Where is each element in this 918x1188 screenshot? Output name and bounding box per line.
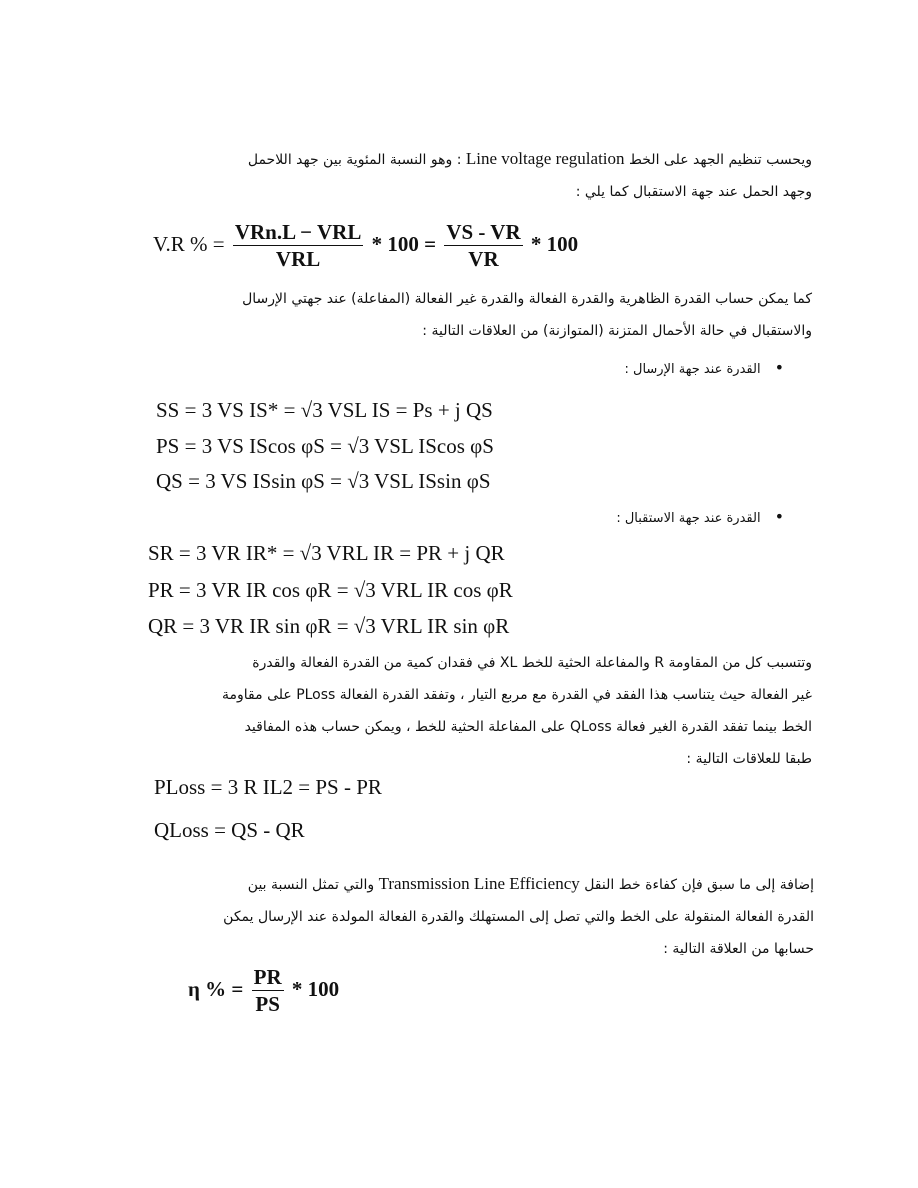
sending-reactive-power-eq: QS = 3 VS ISsin φS = √3 VSL ISsin φS [156, 469, 491, 493]
losses-line-4: طبقا للعلاقات التالية : [686, 751, 812, 767]
intro-line-2: وجهد الحمل عند جهة الاستقبال كما يلي : [575, 184, 812, 200]
sending-end-bullet: • القدرة عند جهة الإرسال : [624, 358, 784, 377]
vr-denominator-1: VRL [275, 247, 321, 271]
efficiency-line-2: القدرة الفعالة المنقولة على الخط والتي تصل إلى المستهلك والقدرة الفعالة المولدة عند الإرسال يمكن [223, 909, 814, 925]
transmission-line-efficiency-term: Transmission Line Efficiency [378, 874, 580, 893]
sending-real-power-eq: PS = 3 VS IScos φS = √3 VSL IScos φS [156, 434, 494, 458]
receiving-end-bullet: • القدرة عند جهة الاستقبال : [616, 507, 784, 526]
efficiency-line-1: إضافة إلى ما سبق فإن كفاءة خط النقل Transmission Line Efficiency والتي تمثل النسبة بين [247, 874, 814, 893]
power-intro-paragraph [150, 283, 812, 347]
losses-line-1: وتتسبب كل من المقاومة R والمفاعلة الحثية للخط XL في فقدان كمية من القدرة الفعالة والقدرة [252, 655, 812, 671]
losses-line-2: غير الفعالة حيث يتناسب هذا الفقد في القدرة مع مربع التيار ، وتفقد القدرة الفعالة PLoss على مقاومة [222, 687, 812, 703]
efficiency-fraction [252, 967, 284, 1015]
intro-paragraph [150, 143, 812, 208]
vr-fraction-1 [233, 222, 364, 270]
vr-fraction-2 [444, 222, 522, 270]
losses-line-3: الخط بينما تفقد القدرة الغير فعالة QLoss على المفاعلة الحثية للخط ، ويمكن حساب هذه المفاقيد [244, 719, 812, 735]
voltage-regulation-equation: V.R % = $\frac{\text{VRn.L − VRL}}{\text{VRL}}$ * 100 = $\frac{VS - VR}{VR}$ * 100 [153, 220, 579, 271]
line-voltage-regulation-term: Line voltage regulation [465, 149, 625, 168]
vr-numerator-2: VS - VR [446, 220, 521, 244]
vr-numerator-1: VRn.L − VRL [234, 220, 362, 244]
efficiency-equation: η % = $\frac{PR}{PS}$ * 100 [188, 965, 340, 1016]
reactive-power-loss-eq: QLoss = QS - QR [154, 818, 305, 842]
efficiency-numerator: PR [253, 965, 282, 989]
sending-apparent-power-eq: SS = 3 VS IS* = √3 VSL IS = Ps + j QS [156, 398, 493, 422]
losses-paragraph [150, 647, 812, 775]
power-intro-line-2: والاستقبال في حالة الأحمال المتزنة (المتوازنة) من العلاقات التالية : [422, 323, 812, 339]
efficiency-line-3: حسابها من العلاقة التالية : [663, 941, 814, 957]
real-power-loss-eq: PLoss = 3 R IL2 = PS - PR [154, 775, 382, 799]
efficiency-denominator: PS [255, 992, 280, 1016]
power-intro-line-1: كما يمكن حساب القدرة الظاهرية والقدرة الفعالة والقدرة غير الفعالة (المفاعلة) عند جهتي الإرسال [242, 291, 812, 307]
receiving-apparent-power-eq: SR = 3 VR IR* = √3 VRL IR = PR + j QR [148, 541, 505, 565]
receiving-real-power-eq: PR = 3 VR IR cos φR = √3 VRL IR cos φR [148, 578, 513, 602]
intro-line-1: ويحسب تنظيم الجهد على الخط Line voltage regulation : وهو النسبة المئوية بين جهد اللاحمل [247, 149, 812, 168]
vr-denominator-2: VR [468, 247, 499, 271]
efficiency-paragraph [138, 868, 814, 965]
receiving-reactive-power-eq: QR = 3 VR IR sin φR = √3 VRL IR sin φR [148, 614, 510, 638]
